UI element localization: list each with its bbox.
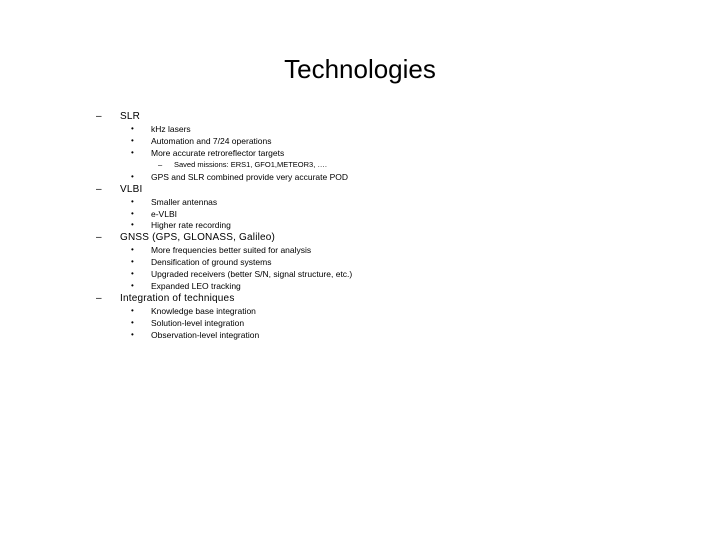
dash-marker: –: [96, 184, 102, 195]
item-text: Automation and 7/24 operations: [151, 136, 272, 146]
item-text: Smaller antennas: [151, 197, 218, 207]
section-label: VLBI: [120, 184, 143, 195]
bullet-marker: •: [131, 209, 134, 218]
bullet-marker: •: [131, 330, 134, 339]
slide-title: Technologies: [284, 54, 436, 84]
bullet-marker: •: [131, 257, 134, 266]
dash-marker: –: [96, 111, 102, 122]
section-label: SLR: [120, 111, 141, 122]
bullet-marker: •: [131, 197, 134, 206]
bullet-marker: •: [131, 220, 134, 229]
dash-marker: –: [96, 232, 102, 243]
bullet-marker: •: [131, 318, 134, 327]
item-text: Upgraded receivers (better S/N, signal structure, etc.): [151, 269, 353, 279]
item-text: More accurate retroreflector targets: [151, 148, 285, 158]
item-text: Knowledge base integration: [151, 306, 256, 316]
bullet-marker: •: [131, 269, 134, 278]
bullet-marker: •: [131, 172, 134, 181]
bullet-marker: •: [131, 306, 134, 315]
bullet-marker: •: [131, 136, 134, 145]
section-label: GNSS (GPS, GLONASS, Galileo): [120, 232, 276, 243]
item-text: Saved missions: ERS1, GFO1,METEOR3, ….: [174, 160, 327, 169]
bullet-marker: •: [131, 245, 134, 254]
item-text: Observation-level integration: [151, 330, 260, 340]
item-text: Expanded LEO tracking: [151, 281, 241, 291]
bullet-marker: •: [131, 148, 134, 157]
section-label: Integration of techniques: [120, 293, 235, 304]
item-text: More frequencies better suited for analysis: [151, 245, 312, 255]
item-text: Higher rate recording: [151, 220, 231, 230]
item-text: Solution-level integration: [151, 318, 245, 328]
item-text: e-VLBI: [151, 209, 177, 219]
item-text: GPS and SLR combined provide very accurate POD: [151, 172, 349, 182]
item-text: Densification of ground systems: [151, 257, 272, 267]
dash-marker: –: [96, 293, 102, 304]
dash-marker: –: [158, 160, 163, 169]
bullet-marker: •: [131, 281, 134, 290]
bullet-marker: •: [131, 124, 134, 133]
item-text: kHz lasers: [151, 124, 191, 134]
